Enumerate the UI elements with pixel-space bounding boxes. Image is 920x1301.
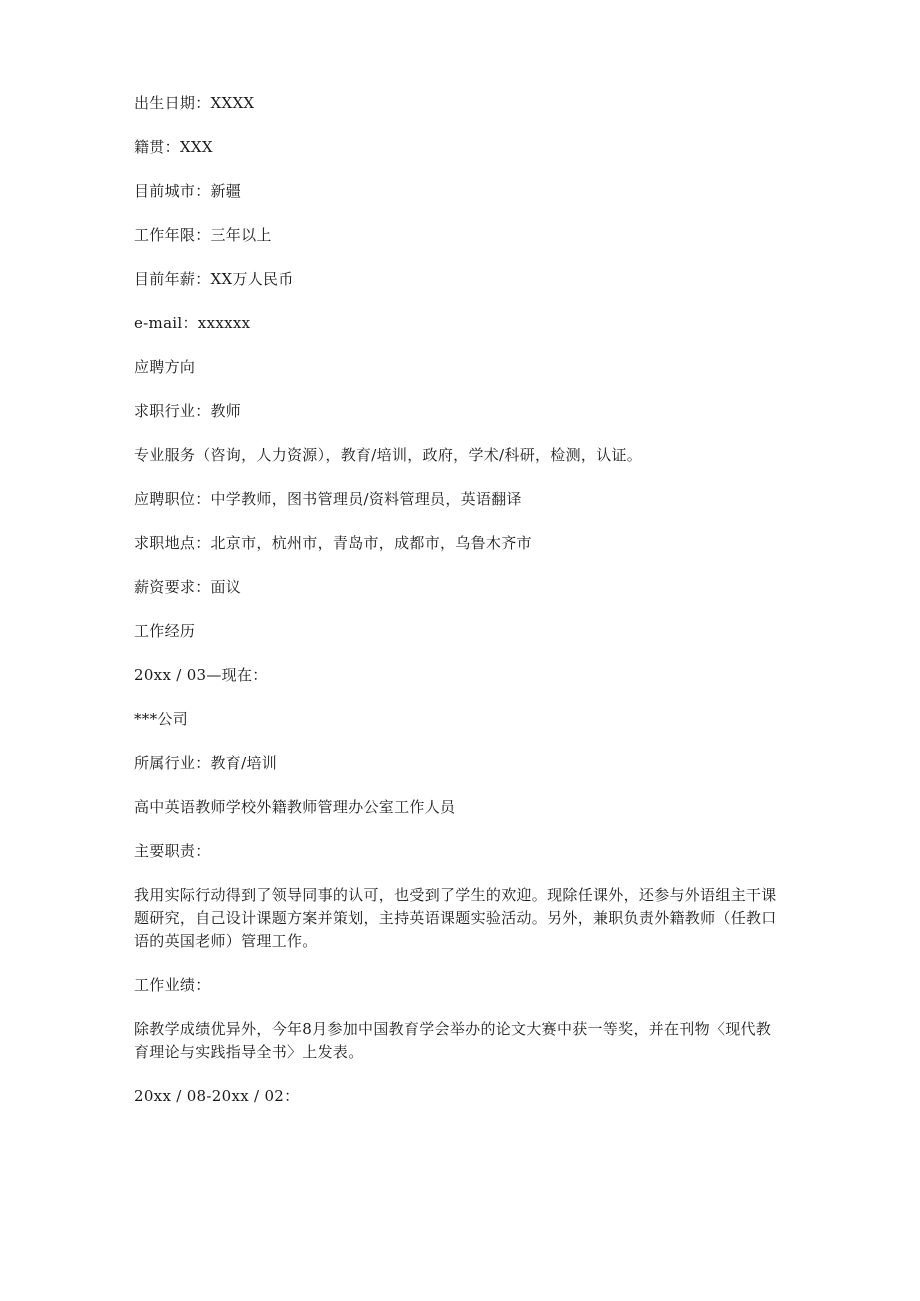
birth-date-line: 出生日期：XXXX xyxy=(134,94,255,112)
section-heading-experience: 工作经历 xyxy=(134,622,196,640)
current-city-line: 目前城市：新疆 xyxy=(134,182,242,200)
salary-requirement-line: 薪资要求：面议 xyxy=(134,578,242,596)
position-line: 应聘职位：中学教师，图书管理员/资料管理员，英语翻译 xyxy=(134,490,522,508)
native-place-line: 籍贯：XXX xyxy=(134,138,213,156)
achievements-paragraph: 除教学成绩优异外，今年8月参加中国教育学会举办的论文大赛中获一等奖，并在刊物〈现代教育理论与实践指导全书〉上发表。 xyxy=(134,1020,772,1061)
period-line-2: 20xx / 08-20xx / 02： xyxy=(134,1087,300,1105)
section-heading-application: 应聘方向 xyxy=(134,358,196,376)
period-line-1: 20xx / 03—现在： xyxy=(134,666,268,684)
achievements-label: 工作业绩： xyxy=(134,976,211,994)
duties-paragraph: 我用实际行动得到了领导同事的认可，也受到了学生的欢迎。现除任课外，还参与外语组主干课题研究，自己设计课题方案并策划，主持英语课题实验活动。另外，兼职负责外籍教师（任教口语的英国老师）管理工作。 xyxy=(134,886,777,950)
work-years-line: 工作年限：三年以上 xyxy=(134,226,272,244)
resume-body xyxy=(134,92,784,1129)
email-line: e-mail：xxxxxx xyxy=(134,314,251,332)
current-salary-line: 目前年薪：XX万人民币 xyxy=(134,270,294,288)
company-line: ***公司 xyxy=(134,710,189,728)
job-title-line: 高中英语教师学校外籍教师管理办公室工作人员 xyxy=(134,798,456,816)
duties-label: 主要职责： xyxy=(134,842,211,860)
job-industry-line: 求职行业：教师 xyxy=(134,402,242,420)
company-industry-line: 所属行业：教育/培训 xyxy=(134,754,278,772)
location-line: 求职地点：北京市，杭州市，青岛市，成都市，乌鲁木齐市 xyxy=(134,534,532,552)
services-line: 专业服务（咨询，人力资源），教育/培训，政府，学术/科研，检测，认证。 xyxy=(134,446,643,464)
